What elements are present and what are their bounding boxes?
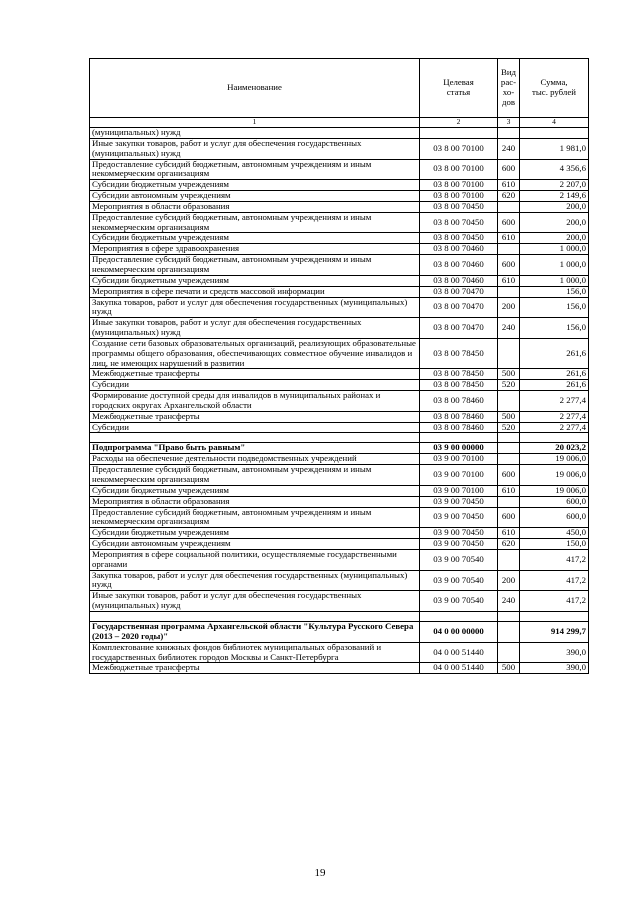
table-row xyxy=(90,642,589,663)
row-sum: 200,0 xyxy=(520,212,589,233)
row-sum: 261,6 xyxy=(520,380,589,391)
row-name: Предоставление субсидий бюджетным, автономным учреждениям и иным некоммерческим организациям xyxy=(90,159,420,180)
table-row xyxy=(90,255,589,276)
row-sum: 150,0 xyxy=(520,539,589,550)
header-row xyxy=(90,59,589,118)
row-sum: 200,0 xyxy=(520,201,589,212)
row-name: Межбюджетные трансферты xyxy=(90,369,420,380)
row-expense-type: 200 xyxy=(498,570,520,591)
row-name: Формирование доступной среды для инвалидов в муниципальных районах и городских округах Архангельской области xyxy=(90,391,420,412)
table-row xyxy=(90,128,589,139)
row-expense-type xyxy=(498,244,520,255)
row-article: 03 8 00 70100 xyxy=(420,180,498,191)
row-expense-type: 240 xyxy=(498,138,520,159)
table-row xyxy=(90,433,589,443)
row-name: Мероприятия в области образования xyxy=(90,201,420,212)
row-expense-type xyxy=(498,642,520,663)
row-article: 03 8 00 70100 xyxy=(420,191,498,202)
row-article xyxy=(420,128,498,139)
table-row xyxy=(90,138,589,159)
header-sum: Сумма, тыс. рублей xyxy=(520,59,589,118)
table-row xyxy=(90,570,589,591)
row-name: Субсидии xyxy=(90,380,420,391)
row-expense-type: 600 xyxy=(498,212,520,233)
row-name: Мероприятия в сфере здравоохранения xyxy=(90,244,420,255)
row-expense-type xyxy=(498,454,520,465)
row-expense-type: 600 xyxy=(498,255,520,276)
row-sum xyxy=(520,611,589,621)
row-name: Подпрограмма "Право быть равным" xyxy=(90,443,420,454)
row-name: Субсидии автономным учреждениям xyxy=(90,539,420,550)
row-article: 03 8 00 78450 xyxy=(420,380,498,391)
table-body xyxy=(90,128,589,674)
row-expense-type xyxy=(498,201,520,212)
row-sum: 1 000,0 xyxy=(520,244,589,255)
row-sum: 2 277,4 xyxy=(520,391,589,412)
row-sum: 1 000,0 xyxy=(520,255,589,276)
row-sum: 156,0 xyxy=(520,297,589,318)
column-number: 3 xyxy=(498,118,520,128)
table-row xyxy=(90,528,589,539)
row-article: 04 0 00 00000 xyxy=(420,621,498,642)
table-row xyxy=(90,454,589,465)
row-sum: 19 006,0 xyxy=(520,485,589,496)
row-name: Мероприятия в области образования xyxy=(90,496,420,507)
row-article: 03 8 00 70470 xyxy=(420,286,498,297)
row-expense-type: 600 xyxy=(498,159,520,180)
column-number: 4 xyxy=(520,118,589,128)
header-article: Целевая статья xyxy=(420,59,498,118)
row-name: Расходы на обеспечение деятельности подведомственных учреждений xyxy=(90,454,420,465)
row-sum: 417,2 xyxy=(520,549,589,570)
row-article: 03 8 00 78460 xyxy=(420,391,498,412)
row-name: Мероприятия в сфере печати и средств массовой информации xyxy=(90,286,420,297)
row-name xyxy=(90,611,420,621)
row-article: 03 8 00 70460 xyxy=(420,255,498,276)
row-name: Предоставление субсидий бюджетным, автономным учреждениям и иным некоммерческим организациям xyxy=(90,465,420,486)
table-row xyxy=(90,318,589,339)
row-name: Предоставление субсидий бюджетным, автономным учреждениям и иным некоммерческим организациям xyxy=(90,212,420,233)
row-sum: 450,0 xyxy=(520,528,589,539)
row-name: Межбюджетные трансферты xyxy=(90,663,420,674)
row-expense-type: 610 xyxy=(498,528,520,539)
column-number-row xyxy=(90,118,589,128)
row-article: 03 8 00 70100 xyxy=(420,138,498,159)
row-name: Создание сети базовых образовательных организаций, реализующих образовательные программы общего образования, обеспечивающих совместное обучение инвалидов и лиц, не имеющих нарушений в развитии xyxy=(90,338,420,369)
row-name: Мероприятия в сфере социальной политики, осуществляемые государственными органами xyxy=(90,549,420,570)
row-sum: 19 006,0 xyxy=(520,454,589,465)
row-sum: 261,6 xyxy=(520,338,589,369)
row-article: 03 8 00 78450 xyxy=(420,369,498,380)
row-expense-type xyxy=(498,443,520,454)
row-name: Иные закупки товаров, работ и услуг для обеспечения государственных (муниципальных) нужд xyxy=(90,591,420,612)
row-name: Субсидии бюджетным учреждениям xyxy=(90,485,420,496)
row-article: 03 9 00 70450 xyxy=(420,539,498,550)
row-article: 03 9 00 00000 xyxy=(420,443,498,454)
row-article: 03 8 00 70470 xyxy=(420,318,498,339)
row-name: Межбюджетные трансферты xyxy=(90,411,420,422)
row-name: Закупка товаров, работ и услуг для обеспечения государственных (муниципальных) нужд xyxy=(90,297,420,318)
row-article: 03 8 00 78460 xyxy=(420,411,498,422)
row-name: Государственная программа Архангельской области "Культура Русского Севера (2013 – 2020 годы)" xyxy=(90,621,420,642)
row-name: Комплектование книжных фондов библиотек муниципальных образований и государственных библиотек городов Москвы и Санкт-Петербурга xyxy=(90,642,420,663)
row-article: 03 9 00 70450 xyxy=(420,496,498,507)
row-sum: 914 299,7 xyxy=(520,621,589,642)
row-expense-type: 200 xyxy=(498,297,520,318)
table-row xyxy=(90,621,589,642)
row-expense-type: 610 xyxy=(498,275,520,286)
table-row xyxy=(90,159,589,180)
row-expense-type xyxy=(498,128,520,139)
table-row xyxy=(90,297,589,318)
row-sum xyxy=(520,128,589,139)
row-article: 03 8 00 70450 xyxy=(420,201,498,212)
row-name: Субсидии бюджетным учреждениям xyxy=(90,275,420,286)
table-row xyxy=(90,275,589,286)
row-article: 04 0 00 51440 xyxy=(420,642,498,663)
row-expense-type: 240 xyxy=(498,318,520,339)
row-expense-type: 610 xyxy=(498,233,520,244)
row-article: 03 9 00 70450 xyxy=(420,507,498,528)
row-name: Субсидии xyxy=(90,422,420,433)
row-name: Предоставление субсидий бюджетным, автономным учреждениям и иным некоммерческим организациям xyxy=(90,507,420,528)
row-expense-type xyxy=(498,391,520,412)
row-sum xyxy=(520,433,589,443)
table-row xyxy=(90,507,589,528)
table-row xyxy=(90,369,589,380)
row-article: 03 8 00 78450 xyxy=(420,338,498,369)
row-expense-type: 500 xyxy=(498,663,520,674)
row-sum: 2 149,6 xyxy=(520,191,589,202)
row-article: 03 9 00 70540 xyxy=(420,549,498,570)
row-article: 03 8 00 70450 xyxy=(420,233,498,244)
table-row xyxy=(90,485,589,496)
table-row xyxy=(90,496,589,507)
row-expense-type: 240 xyxy=(498,591,520,612)
row-sum: 600,0 xyxy=(520,496,589,507)
row-expense-type xyxy=(498,621,520,642)
table-row xyxy=(90,212,589,233)
row-expense-type: 520 xyxy=(498,422,520,433)
row-sum: 600,0 xyxy=(520,507,589,528)
row-sum: 1 000,0 xyxy=(520,275,589,286)
row-sum: 417,2 xyxy=(520,570,589,591)
table-row xyxy=(90,244,589,255)
row-article: 03 8 00 78460 xyxy=(420,422,498,433)
row-expense-type xyxy=(498,338,520,369)
row-name: Субсидии бюджетным учреждениям xyxy=(90,180,420,191)
row-name: Иные закупки товаров, работ и услуг для обеспечения государственных (муниципальных) нужд xyxy=(90,138,420,159)
row-expense-type xyxy=(498,611,520,621)
row-article xyxy=(420,433,498,443)
row-name: Предоставление субсидий бюджетным, автономным учреждениям и иным некоммерческим организациям xyxy=(90,255,420,276)
row-expense-type: 600 xyxy=(498,507,520,528)
row-article: 03 8 00 70470 xyxy=(420,297,498,318)
table-row xyxy=(90,201,589,212)
row-article xyxy=(420,611,498,621)
header-name: Наименование xyxy=(90,59,420,118)
row-expense-type: 600 xyxy=(498,465,520,486)
row-article: 04 0 00 51440 xyxy=(420,663,498,674)
row-name: Иные закупки товаров, работ и услуг для обеспечения государственных (муниципальных) нужд xyxy=(90,318,420,339)
header-expense-type: Вид рас- хо- дов xyxy=(498,59,520,118)
row-article: 03 8 00 70100 xyxy=(420,159,498,180)
row-sum: 1 981,0 xyxy=(520,138,589,159)
table-row xyxy=(90,233,589,244)
page-number: 19 xyxy=(314,867,326,879)
row-expense-type: 610 xyxy=(498,485,520,496)
row-expense-type: 500 xyxy=(498,369,520,380)
row-article: 03 8 00 70450 xyxy=(420,212,498,233)
row-name: Субсидии бюджетным учреждениям xyxy=(90,233,420,244)
row-article: 03 9 00 70540 xyxy=(420,591,498,612)
row-name: Закупка товаров, работ и услуг для обеспечения государственных (муниципальных) нужд xyxy=(90,570,420,591)
table-row xyxy=(90,191,589,202)
row-article: 03 9 00 70450 xyxy=(420,528,498,539)
row-sum: 200,0 xyxy=(520,233,589,244)
row-sum: 261,6 xyxy=(520,369,589,380)
row-sum: 390,0 xyxy=(520,663,589,674)
row-expense-type xyxy=(498,286,520,297)
row-sum: 156,0 xyxy=(520,286,589,297)
row-sum: 417,2 xyxy=(520,591,589,612)
table-row xyxy=(90,380,589,391)
row-sum: 2 277,4 xyxy=(520,411,589,422)
row-name xyxy=(90,433,420,443)
column-number: 2 xyxy=(420,118,498,128)
row-article: 03 9 00 70100 xyxy=(420,454,498,465)
table-row xyxy=(90,443,589,454)
row-expense-type xyxy=(498,433,520,443)
row-sum: 4 356,6 xyxy=(520,159,589,180)
row-article: 03 9 00 70100 xyxy=(420,465,498,486)
row-expense-type: 610 xyxy=(498,180,520,191)
row-article: 03 8 00 70460 xyxy=(420,244,498,255)
table-row xyxy=(90,286,589,297)
table-row xyxy=(90,391,589,412)
row-article: 03 9 00 70100 xyxy=(420,485,498,496)
row-name: (муниципальных) нужд xyxy=(90,128,420,139)
row-expense-type: 500 xyxy=(498,411,520,422)
table-row xyxy=(90,611,589,621)
row-article: 03 8 00 70460 xyxy=(420,275,498,286)
row-name: Субсидии автономным учреждениям xyxy=(90,191,420,202)
row-expense-type: 620 xyxy=(498,191,520,202)
budget-table xyxy=(89,58,589,674)
row-sum: 19 006,0 xyxy=(520,465,589,486)
row-article: 03 9 00 70540 xyxy=(420,570,498,591)
table-row xyxy=(90,663,589,674)
table-row xyxy=(90,539,589,550)
column-number: 1 xyxy=(90,118,420,128)
row-sum: 2 277,4 xyxy=(520,422,589,433)
table-row xyxy=(90,338,589,369)
table-row xyxy=(90,465,589,486)
row-expense-type xyxy=(498,496,520,507)
row-expense-type xyxy=(498,549,520,570)
table-row xyxy=(90,422,589,433)
row-expense-type: 620 xyxy=(498,539,520,550)
table-row xyxy=(90,591,589,612)
row-name: Субсидии бюджетным учреждениям xyxy=(90,528,420,539)
row-sum: 156,0 xyxy=(520,318,589,339)
table-row xyxy=(90,549,589,570)
row-sum: 20 023,2 xyxy=(520,443,589,454)
row-expense-type: 520 xyxy=(498,380,520,391)
row-sum: 2 207,0 xyxy=(520,180,589,191)
table-row xyxy=(90,180,589,191)
table-row xyxy=(90,411,589,422)
row-sum: 390,0 xyxy=(520,642,589,663)
